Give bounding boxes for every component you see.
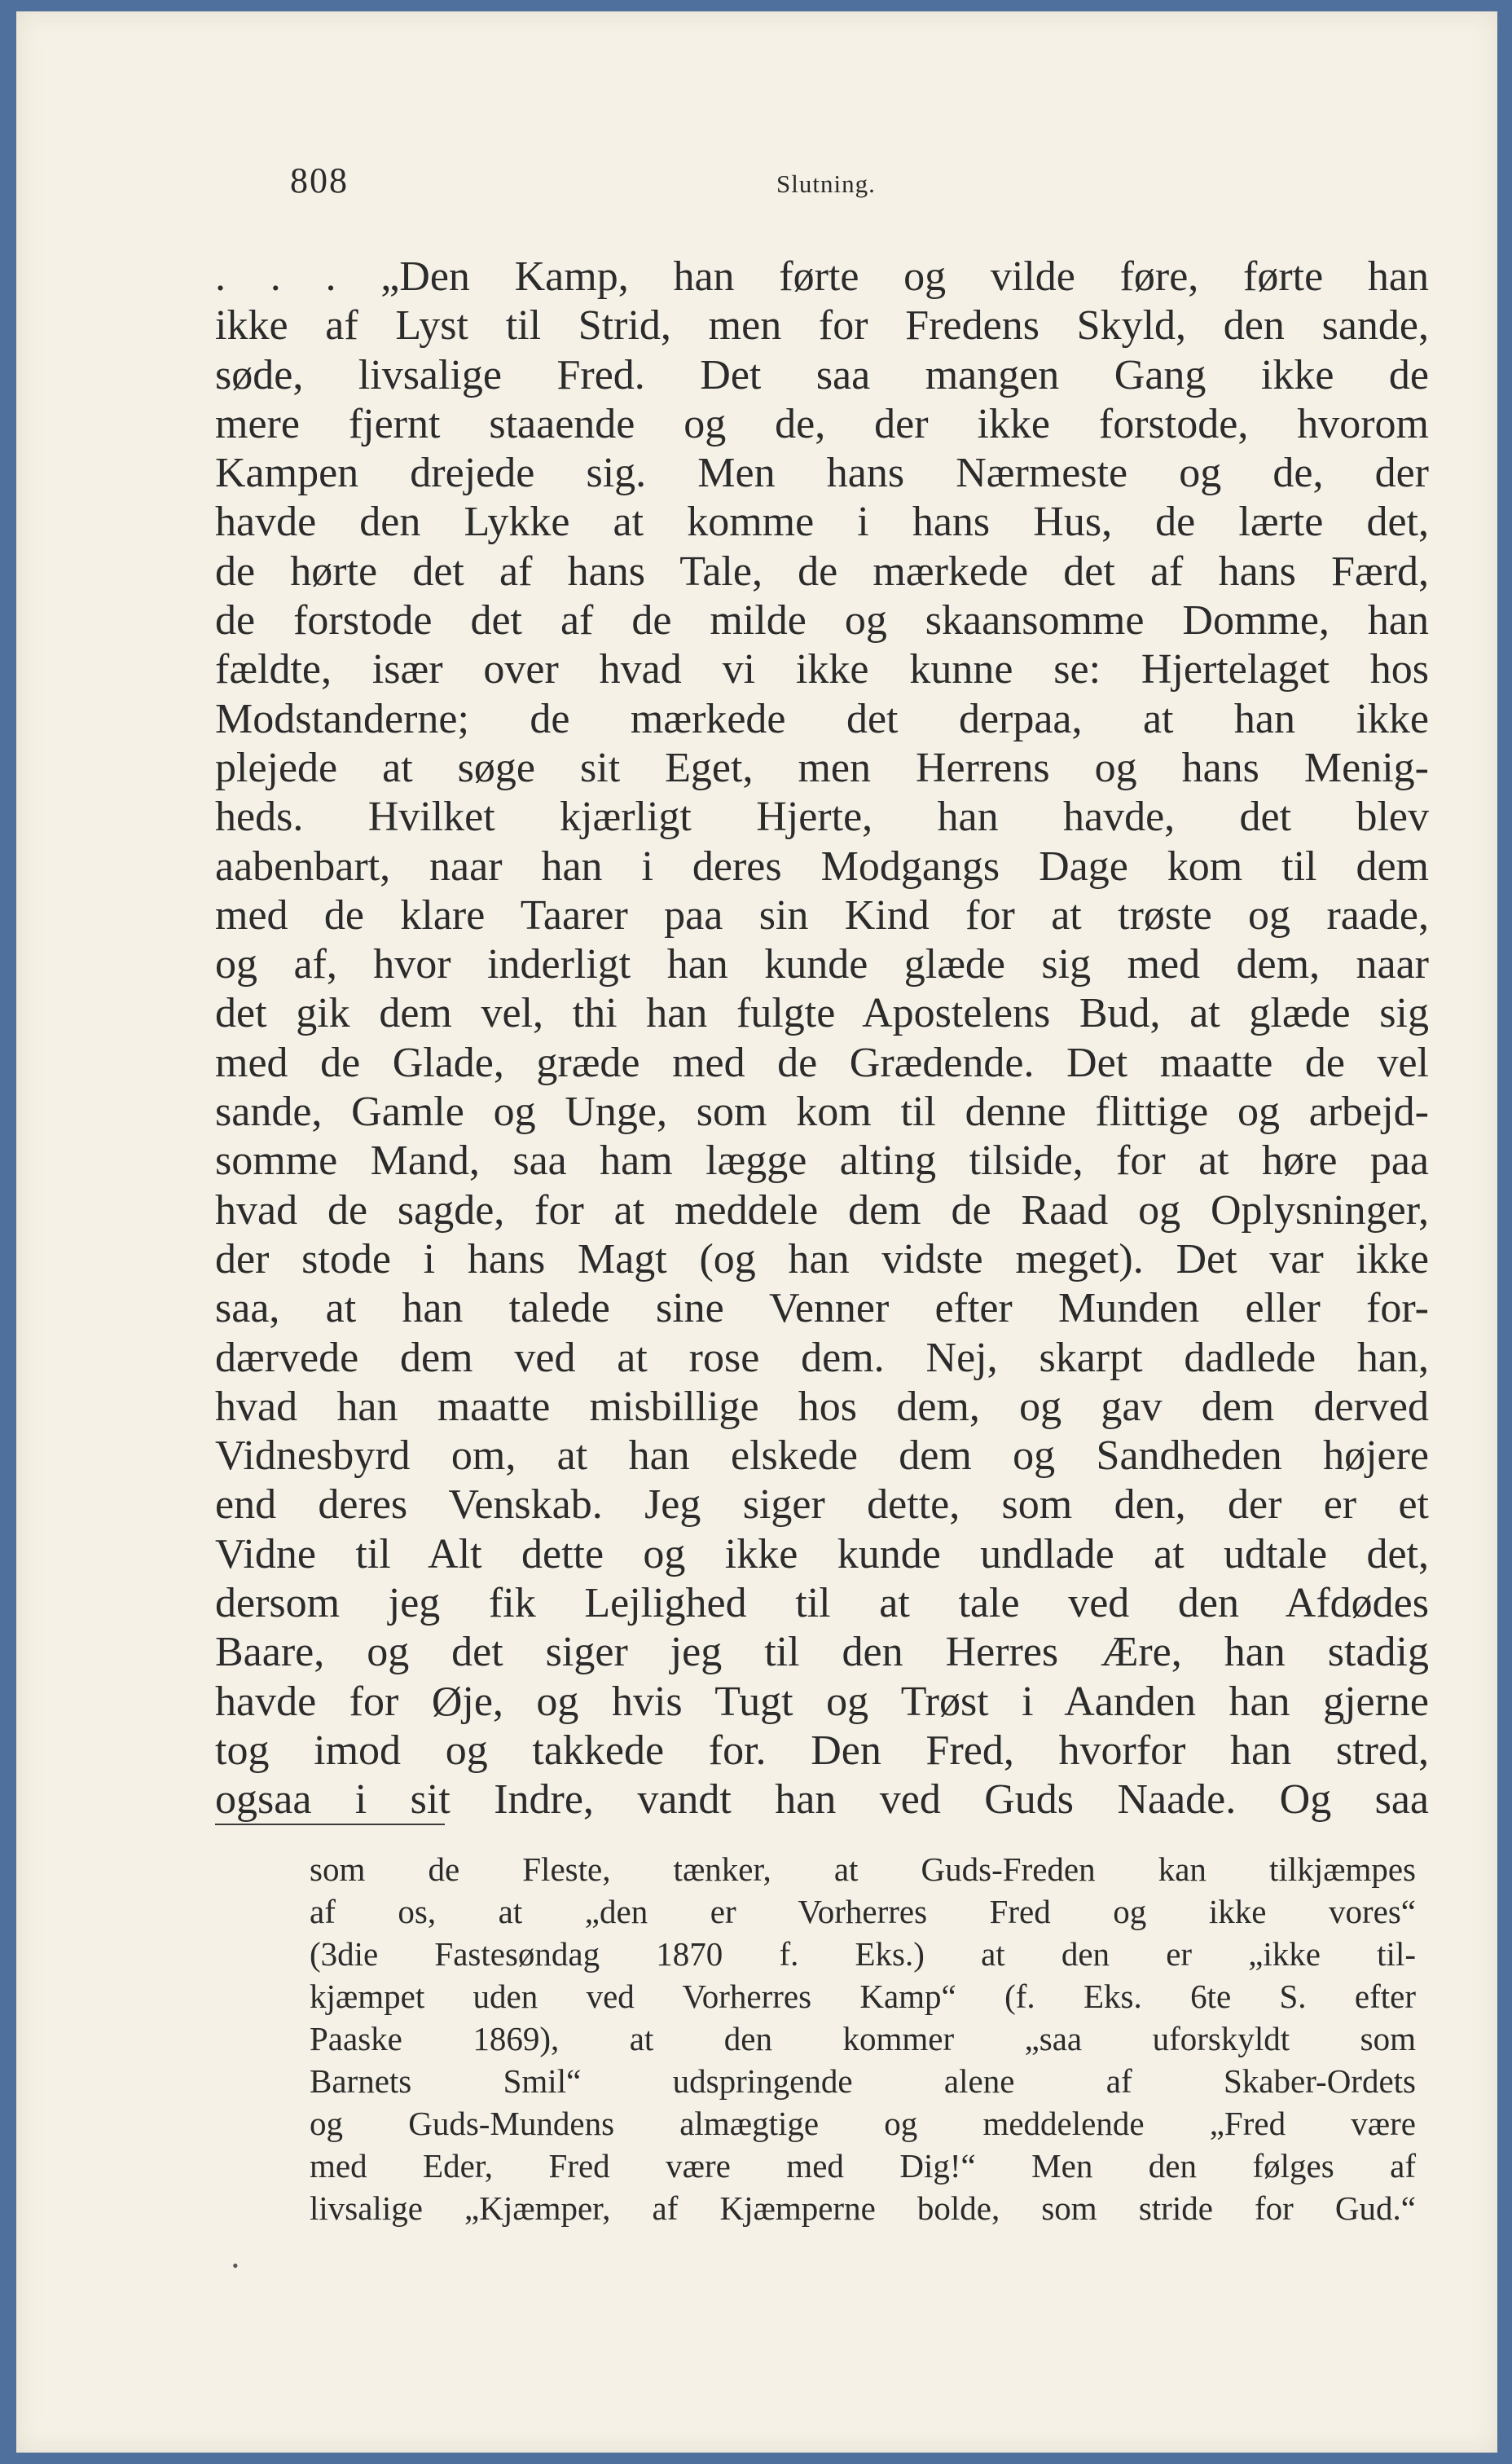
- text-line: hvad han maatte misbillige hos dem, og gav dem derved: [215, 1383, 1429, 1430]
- footnote-line: (3die Fastesøndag 1870 f. Eks.) at den er „ikke til-: [310, 1935, 1416, 1973]
- main-text-block: [215, 253, 1429, 1825]
- text-line: ikke af Lyst til Strid, men for Fredens Skyld, den sande,: [215, 302, 1429, 350]
- text-line: Vidnesbyrd om, at han elskede dem og Sandheden højere: [215, 1432, 1429, 1480]
- text-line: søde, livsalige Fred. Det saa mangen Gang ikke de: [215, 351, 1429, 398]
- footnote-line: som de Fleste, tænker, at Guds-Freden kan tilkjæmpes: [310, 1850, 1416, 1888]
- text-line: der stode i hans Magt (og han vidste meget). Det var ikke: [215, 1235, 1429, 1283]
- text-line: dærvede dem ved at rose dem. Nej, skarpt dadlede han,: [215, 1334, 1429, 1381]
- text-line: Modstanderne; de mærkede det derpaa, at han ikke: [215, 695, 1429, 742]
- text-line: dersom jeg fik Lejlighed til at tale ved den Afdødes: [215, 1580, 1429, 1627]
- footnote-line: Barnets Smil“ udspringende alene af Skaber-Ordets: [310, 2062, 1416, 2100]
- text-line: Kampen drejede sig. Men hans Nærmeste og de, der: [215, 450, 1429, 497]
- text-line: hvad de sagde, for at meddele dem de Raad og Oplysninger,: [215, 1186, 1429, 1234]
- text-line: de forstode det af de milde og skaansomme Domme, han: [215, 597, 1429, 645]
- footnote-line: af os, at „den er Vorherres Fred og ikke vores“: [310, 1893, 1416, 1930]
- text-line: sande, Gamle og Unge, som kom til denne flittige og arbejd-: [215, 1089, 1429, 1136]
- text-line: og af, hvor inderligt han kunde glæde sig med dem, naar: [215, 941, 1429, 988]
- page-number: 808: [290, 161, 349, 200]
- text-line: saa, at han talede sine Venner efter Munden eller for-: [215, 1285, 1429, 1332]
- text-line: plejede at søge sit Eget, men Herrens og hans Menig-: [215, 744, 1429, 791]
- page-header: [277, 152, 1434, 209]
- footnote-divider: [215, 1824, 445, 1825]
- text-line: somme Mand, saa ham lægge alting tilside, for at høre paa: [215, 1137, 1429, 1185]
- text-line: havde for Øje, og hvis Tugt og Trøst i Aanden han gjerne: [215, 1678, 1429, 1725]
- running-head: Slutning.: [776, 169, 876, 198]
- text-line: det gik dem vel, thi han fulgte Apostelens Bud, at glæde sig: [215, 990, 1429, 1037]
- footnote-line: livsalige „Kjæmper, af Kjæmperne bolde, som stride for Gud.“: [310, 2189, 1416, 2227]
- footnote-line: Paaske 1869), at den kommer „saa uforskyldt som: [310, 2020, 1416, 2057]
- text-line: havde den Lykke at komme i hans Hus, de lærte det,: [215, 499, 1429, 546]
- text-line: mere fjernt staaende og de, der ikke forstode, hvorom: [215, 400, 1429, 447]
- text-line: Baare, og det siger jeg til den Herres Ære, han stadig: [215, 1629, 1429, 1676]
- text-line: med de Glade, græde med de Grædende. Det maatte de vel: [215, 1039, 1429, 1086]
- text-line: med de klare Taarer paa sin Kind for at trøste og raade,: [215, 891, 1429, 939]
- footnote-line: og Guds-Mundens almægtige og meddelende „Fred være: [310, 2105, 1416, 2142]
- text-line: Vidne til Alt dette og ikke kunde undlade at udtale det,: [215, 1530, 1429, 1577]
- text-line: fældte, især over hvad vi ikke kunne se: Hjertelaget hos: [215, 646, 1429, 693]
- text-line: ogsaa i sit Indre, vandt han ved Guds Naade. Og saa: [215, 1776, 1429, 1824]
- text-line: . . . „Den Kamp, han førte og vilde føre, førte han: [215, 253, 1429, 300]
- text-line: heds. Hvilket kjærligt Hjerte, han havde, det blev: [215, 794, 1429, 841]
- text-line: aabenbart, naar han i deres Modgangs Dage kom til dem: [215, 843, 1429, 890]
- text-line: de hørte det af hans Tale, de mærkede det af hans Færd,: [215, 548, 1429, 595]
- text-line: end deres Venskab. Jeg siger dette, som den, der er et: [215, 1481, 1429, 1529]
- text-line: tog imod og takkede for. Den Fred, hvorfor han stred,: [215, 1727, 1429, 1774]
- footnote-line: kjæmpet uden ved Vorherres Kamp“ (f. Eks. 6te S. efter: [310, 1978, 1416, 2015]
- stray-mark-icon: •: [232, 2255, 239, 2276]
- footnote-line: med Eder, Fred være med Dig!“ Men den følges af: [310, 2147, 1416, 2185]
- footnote-block: [310, 1848, 1416, 2229]
